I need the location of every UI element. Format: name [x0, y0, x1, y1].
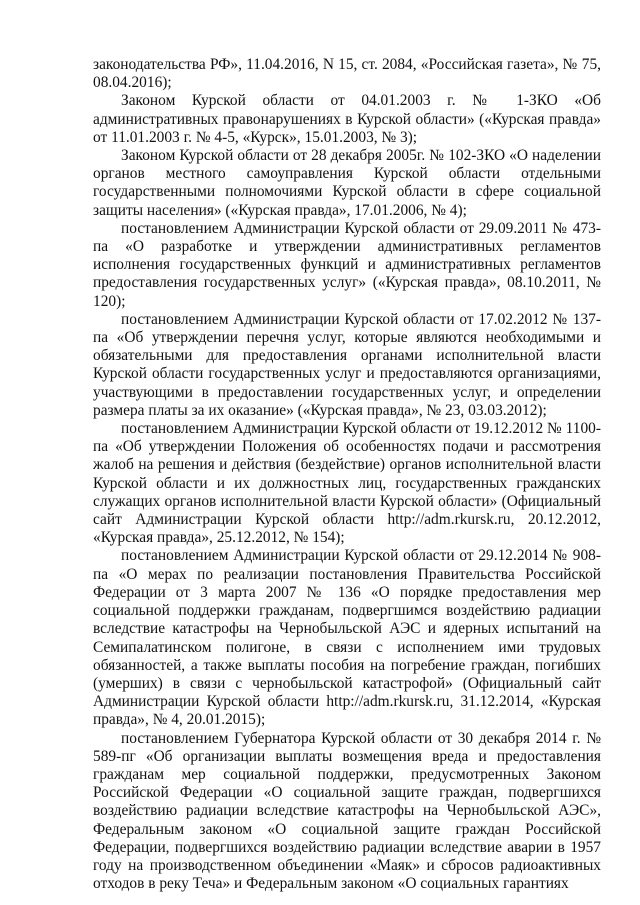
paragraph-resolution-908-pa: постановлением Администрации Курской области от 29.12.2014 № 908-па «О мерах по реализации постановления Правительства Российской Федерации от 3 марта 2007 № 136 «О порядке предоставления мер социальной поддержки гражданам, подвергшимся воздействию радиации вследствие катастрофы на Чернобыльской АЭС и ядерных испытаний на Семипалатинском полигоне, в связи с исполнением ими трудовых обязанностей, а также выплаты пособия на погребение граждан, погибших (умерших) в связи с чернобыльской катастрофой» (Официальный сайт Администрации Курской области http://adm.rkursk.ru, 31.12.2014, «Курская правда», № 4, 20.01.2015);	[93, 547, 601, 729]
paragraph-resolution-473-pa: постановлением Администрации Курской области от 29.09.2011 № 473-па «О разработке и утверждении административных регламентов исполнения государственных функций и административных регламентов предоставления государственных услуг» («Курская правда», 08.10.2011, № 120);	[93, 219, 601, 310]
paragraph-resolution-589-pg: постановлением Губернатора Курской области от 30 декабря 2014 г. № 589-пг «Об организации выплаты возмещения вреда и предоставления гражданам мер социальной поддержки, предусмотренных Законом Российской Федерации «О социальной защите граждан, подвергшихся воздействию радиации вследствие катастрофы на Чернобыльской АЭС», Федеральным законом «О социальной защите граждан Российской Федерации, подвергшихся воздействию радиации вследствие аварии в 1957 году на производственном объединении «Маяк» и сбросов радиоактивных отходов в реку Теча» и Федеральным законом «О социальных гарантиях	[93, 729, 601, 893]
paragraph-resolution-1100-pa: постановлением Администрации Курской области от 19.12.2012 № 1100-па «Об утверждении Положения об особенностях подачи и рассмотрения жалоб на решения и действия (бездействие) органов исполнительной власти Курской области и их должностных лиц, государственных гражданских служащих органов исполнительной власти Курской области» (Официальный сайт Администрации Курской области http://adm.rkursk.ru, 20.12.2012, «Курская правда», 25.12.2012, № 154);	[93, 420, 601, 547]
paragraph-law-1-zko: Законом Курской области от 04.01.2003 г. № 1-ЗКО «Об административных правонарушениях в Курской области» («Курская правда» от 11.01.2003 г. № 4-5, «Курск», 15.01.2003, № 3);	[93, 92, 601, 146]
paragraph-continuation: законодательства РФ», 11.04.2016, N 15, ст. 2084, «Российская газета», № 75, 08.04.2016);	[93, 56, 601, 92]
paragraph-law-102-zko: Законом Курской области от 28 декабря 2005г. № 102-ЗКО «О наделении органов местного самоуправления Курской области отдельными государственными полномочиями Курской области в сфере социальной защиты населения» («Курская правда», 17.01.2006, № 4);	[93, 147, 601, 219]
paragraph-resolution-137-pa: постановлением Администрации Курской области от 17.02.2012 № 137-па «Об утверждении перечня услуг, которые являются необходимыми и обязательными для предоставления органами исполнительной власти Курской области государственных услуг и предоставляются организациями, участвующими в предоставлении государственных услуг, и определении размера платы за их оказание» («Курская правда», № 23, 03.03.2012);	[93, 310, 601, 419]
document-page	[93, 56, 601, 893]
